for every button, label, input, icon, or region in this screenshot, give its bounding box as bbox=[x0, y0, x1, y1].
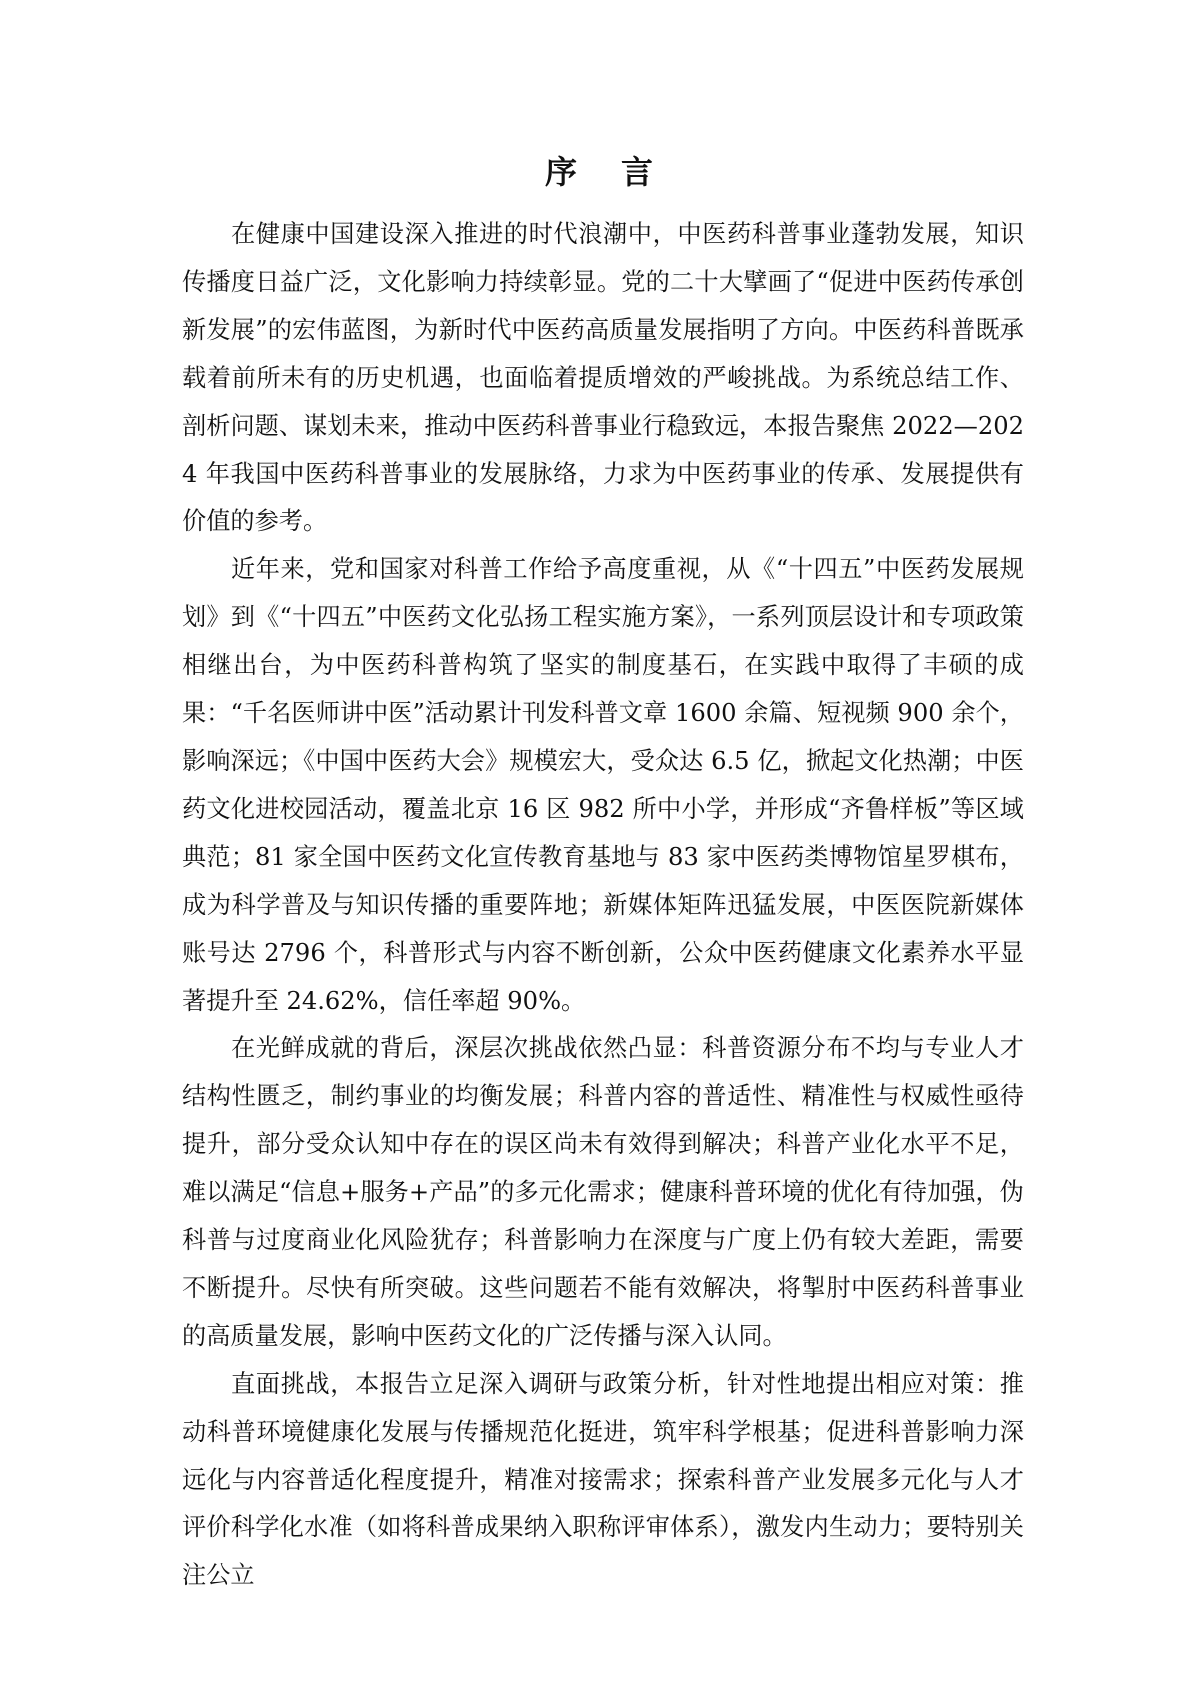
title-char-1: 序 bbox=[544, 153, 579, 191]
page-title bbox=[0, 150, 1200, 194]
title-char-2: 言 bbox=[621, 153, 656, 191]
paragraph-3: 在光鲜成就的背后，深层次挑战依然凸显：科普资源分布不均与专业人才结构性匮乏，制约事业的均衡发展；科普内容的普适性、精准性与权威性亟待提升，部分受众认知中存在的误区尚未有效得到解决；科普产业化水平不足，难以满足“信息+服务+产品”的多元化需求；健康科普环境的优化有待加强，伪科普与过度商业化风险犹存；科普影响力在深度与广度上仍有较大差距，需要不断提升。尽快有所突破。这些问题若不能有效解决，将掣肘中医药科普事业的高质量发展，影响中医药文化的广泛传播与深入认同。 bbox=[182, 1034, 1024, 1350]
body-text bbox=[182, 211, 1024, 1600]
paragraph-1: 在健康中国建设深入推进的时代浪潮中，中医药科普事业蓬勃发展，知识传播度日益广泛，文化影响力持续彰显。党的二十大擘画了“促进中医药传承创新发展”的宏伟蓝图，为新时代中医药高质量发展指明了方向。中医药科普既承载着前所未有的历史机遇，也面临着提质增效的严峻挑战。为系统总结工作、剖析问题、谋划未来，推动中医药科普事业行稳致远，本报告聚焦 2022—2024 年我国中医药科普事业的发展脉络，力求为中医药事业的传承、发展提供有价值的参考。 bbox=[182, 220, 1024, 536]
paragraph-4: 直面挑战，本报告立足深入调研与政策分析，针对性地提出相应对策：推动科普环境健康化发展与传播规范化挺进，筑牢科学根基；促进科普影响力深远化与内容普适化程度提升，精准对接需求；探索科普产业发展多元化与人才评价科学化水准（如将科普成果纳入职称评审体系），激发内生动力；要特别关注公立 bbox=[182, 1369, 1024, 1590]
paragraph-2: 近年来，党和国家对科普工作给予高度重视，从《“十四五”中医药发展规划》到《“十四五”中医药文化弘扬工程实施方案》，一系列顶层设计和专项政策相继出台，为中医药科普构筑了坚实的制度基石，在实践中取得了丰硕的成果：“千名医师讲中医”活动累计刊发科普文章 1600 余篇、短视频 900 余个，影响深远；《中国中医药大会》规模宏大，受众达 6.5 亿，掀起文化热潮；中医药文化进校园活动，覆盖北京 16 区 982 所中小学，并形成“齐鲁样板”等区域典范；81 家全国中医药文化宣传教育基地与 83 家中医药类博物馆星罗棋布，成为科学普及与知识传播的重要阵地；新媒体矩阵迅猛发展，中医医院新媒体账号达 2796 个，科普形式与内容不断创新，公众中医药健康文化素养水平显著提升至 24.62%，信任率超 90%。 bbox=[182, 555, 1024, 1015]
